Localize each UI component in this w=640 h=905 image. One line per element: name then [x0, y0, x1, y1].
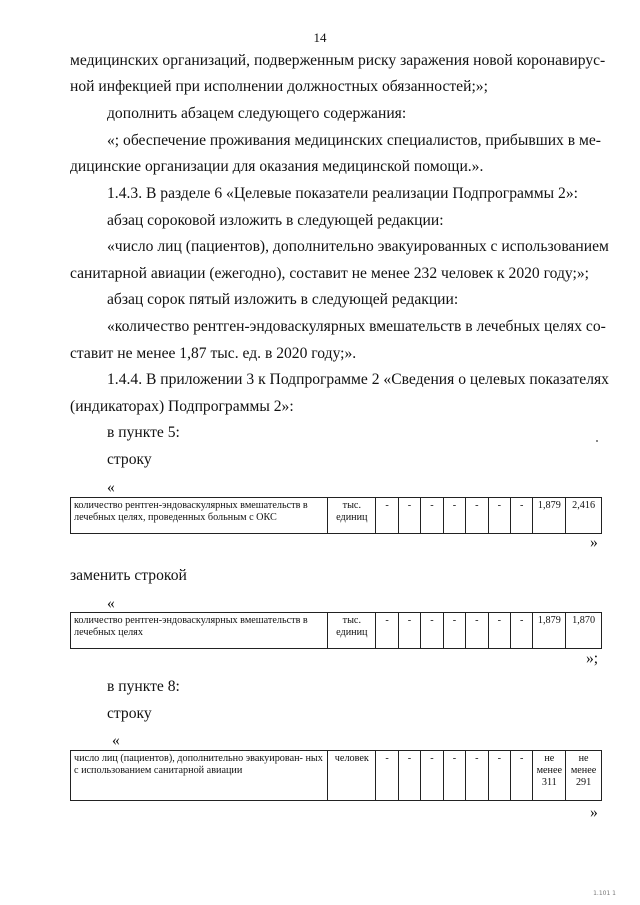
indicator-name: количество рентген-эндоваскулярных вмешательств в лечебных целях, проведенных больным с ОКС	[71, 498, 328, 534]
indicator-name: количество рентген-эндоваскулярных вмешательств в лечебных целях	[71, 613, 328, 649]
table-row	[71, 751, 602, 801]
close-quote: »	[590, 804, 598, 821]
paragraph-line: ставит не менее 1,87 тыс. ед. в 2020 году;».	[70, 345, 357, 362]
paragraph-line: дополнить абзацем следующего содержания:	[107, 105, 407, 122]
value-cell: -	[511, 751, 533, 801]
section-heading: 1.4.4. В приложении 3 к Подпрограмме 2 «Сведения о целевых показателях	[107, 371, 609, 388]
indicator-unit: человек	[328, 751, 376, 801]
scan-mark: 1.101 1	[593, 890, 616, 897]
value-cell: -	[376, 498, 398, 534]
paragraph-line: «число лиц (пациентов), дополнительно эвакуированных с использованием	[107, 238, 609, 255]
paragraph-line: в пункте 5:	[107, 424, 180, 441]
value-cell: -	[398, 613, 420, 649]
value-cell: -	[443, 498, 465, 534]
page-number: 14	[313, 30, 327, 45]
value-cell: -	[443, 613, 465, 649]
paragraph-line: медицинских организаций, подверженным риску заражения новой коронавирус-	[70, 52, 606, 69]
value-cell: -	[488, 751, 510, 801]
paragraph-line: абзац сороковой изложить в следующей редакции:	[107, 212, 444, 229]
section-heading: 1.4.3. В разделе 6 «Целевые показатели реализации Подпрограммы 2»:	[107, 185, 578, 202]
open-quote: «	[112, 732, 120, 749]
value-cell: -	[421, 751, 443, 801]
close-quote: »	[590, 534, 598, 551]
value-cell: не менее 311	[533, 751, 566, 801]
indicator-table-old-row-5	[70, 497, 602, 534]
value-cell: -	[466, 613, 488, 649]
indicator-table-old-row-8	[70, 750, 602, 801]
paragraph-line: санитарной авиации (ежегодно), составит не менее 232 человек к 2020 году;»;	[70, 265, 589, 282]
value-cell: 1,879	[533, 498, 566, 534]
value-cell: -	[488, 613, 510, 649]
value-cell: -	[443, 751, 465, 801]
value-cell: -	[421, 613, 443, 649]
paragraph-line: «количество рентген-эндоваскулярных вмешательств в лечебных целях со-	[107, 318, 606, 335]
value-cell: -	[376, 751, 398, 801]
paragraph-line: (индикаторах) Подпрограммы 2»:	[70, 398, 294, 415]
value-cell: -	[466, 498, 488, 534]
paragraph-line: заменить строкой	[70, 567, 187, 584]
value-cell: 2,416	[566, 498, 602, 534]
value-cell: 1,870	[566, 613, 602, 649]
value-cell: -	[511, 613, 533, 649]
paragraph-line: в пункте 8:	[107, 678, 180, 695]
value-cell: -	[376, 613, 398, 649]
indicator-name: число лиц (пациентов), дополнительно эвакуирован- ных с использованием санитарной авиации	[71, 751, 328, 801]
paragraph-line: ной инфекцией при исполнении должностных обязанностей;»;	[70, 78, 488, 95]
value-cell: -	[398, 498, 420, 534]
paragraph-line: дицинские организации для оказания медицинской помощи.».	[70, 158, 484, 175]
table-row	[71, 498, 602, 534]
paragraph-line: абзац сорок пятый изложить в следующей редакции:	[107, 291, 459, 308]
value-cell: не менее 291	[566, 751, 602, 801]
open-quote: «	[107, 479, 115, 496]
paragraph-line: строку	[107, 451, 152, 468]
indicator-unit: тыс. единиц	[328, 613, 376, 649]
value-cell: -	[398, 751, 420, 801]
value-cell: -	[488, 498, 510, 534]
value-cell: 1,879	[533, 613, 566, 649]
table-row	[71, 613, 602, 649]
value-cell: -	[511, 498, 533, 534]
value-cell: -	[466, 751, 488, 801]
open-quote: «	[107, 595, 115, 612]
indicator-table-new-row-5	[70, 612, 602, 649]
scan-speck	[596, 440, 598, 442]
indicator-unit: тыс. единиц	[328, 498, 376, 534]
paragraph-line: «; обеспечение проживания медицинских специалистов, прибывших в ме-	[107, 132, 601, 149]
paragraph-line: строку	[107, 705, 152, 722]
value-cell: -	[421, 498, 443, 534]
close-quote: »;	[586, 650, 599, 667]
